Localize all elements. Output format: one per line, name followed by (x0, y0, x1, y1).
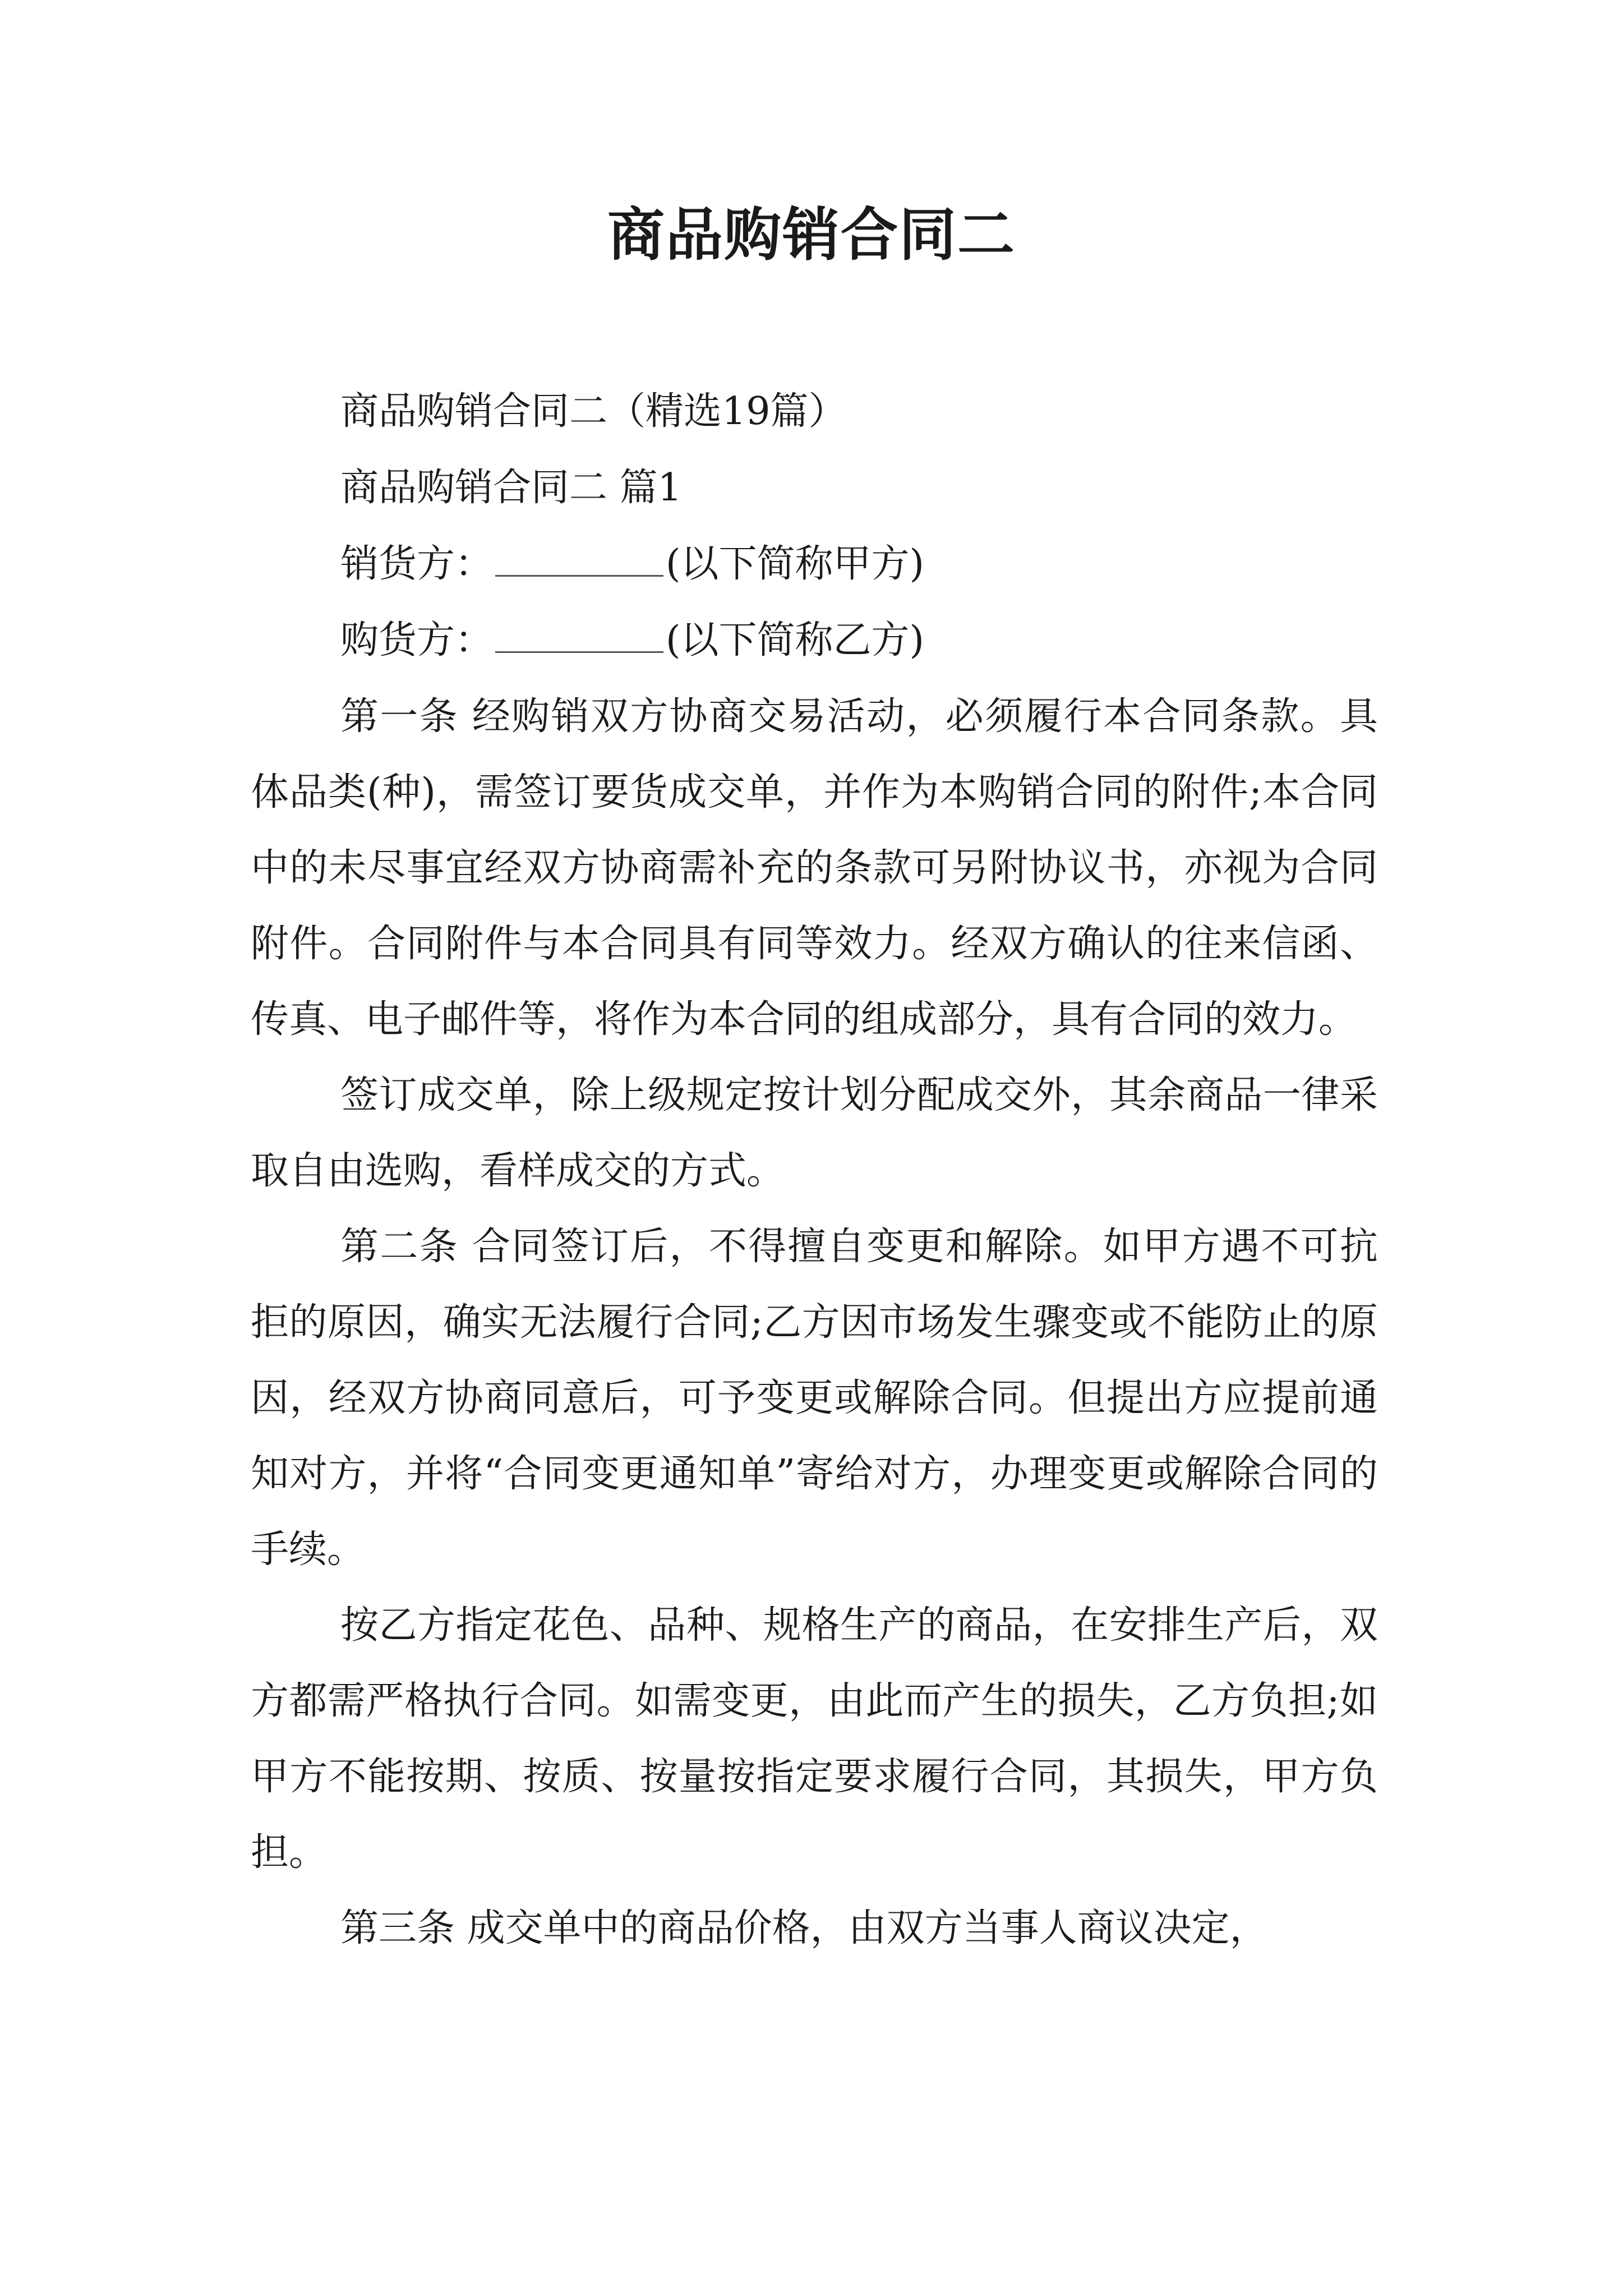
paragraph-article-3: 第三条 成交单中的商品价格，由双方当事人商议决定， (340, 1906, 1268, 1950)
buyer-blank-field[interactable] (495, 615, 663, 653)
buyer-line (251, 602, 1378, 679)
section-heading-text: 商品购销合同二 篇1 (340, 466, 682, 510)
paragraph-article-2: 第二条 合同签订后，不得擅自变更和解除。如甲方遇不可抗拒的原因，确实无法履行合同;乙方因市场发生骤变或不能防止的原因，经双方协商同意后，可予变更或解除合同。但提出方应提前通知对方，并将“合同变更通知单”寄给对方，办理变更或解除合同的手续。 (251, 1225, 1378, 1572)
seller-blank-field[interactable] (495, 539, 663, 577)
document-body (251, 374, 1378, 1966)
seller-label: 销货方： (340, 542, 494, 586)
seller-line (251, 526, 1378, 602)
paragraph-article-1: 第一条 经购销双方协商交易活动，必须履行本合同条款。具体品类(种)，需签订要货成交单，并作为本购销合同的附件;本合同中的未尽事宜经双方协商需补充的条款可另附协议书，亦视为合同附件。合同附件与本合同具有同等效力。经双方确认的往来信函、传真、电子邮件等，将作为本合同的组成部分，具有合同的效力。 (251, 694, 1378, 1042)
seller-suffix: (以下简称甲方) (666, 542, 925, 586)
paragraph-custom-production: 按乙方指定花色、品种、规格生产的商品，在安排生产后，双方都需严格执行合同。如需变更，由此而产生的损失，乙方负担;如甲方不能按期、按质、按量按指定要求履行合同，其损失，甲方负担。 (251, 1603, 1378, 1875)
paragraph-transaction-method: 签订成交单，除上级规定按计划分配成交外，其余商品一律采取自由选购，看样成交的方式。 (251, 1073, 1378, 1193)
section-heading (251, 450, 1378, 526)
document-title: 商品购销合同二 (607, 202, 1016, 269)
buyer-label: 购货方： (340, 618, 494, 662)
document-subtitle (251, 374, 1378, 450)
buyer-suffix: (以下简称乙方) (666, 618, 925, 662)
subtitle-text: 商品购销合同二（精选19篇） (340, 389, 847, 434)
